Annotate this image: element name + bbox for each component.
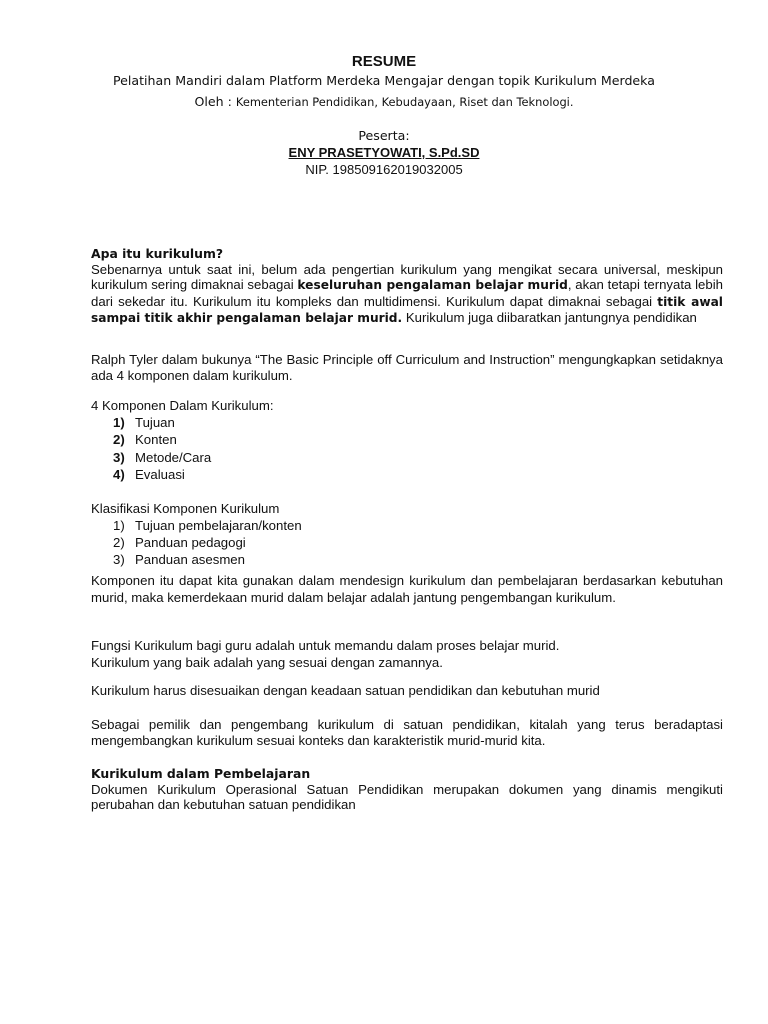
- list-item: [91, 449, 723, 467]
- list-item: [91, 466, 723, 484]
- bold-text: keseluruhan pengalaman belajar murid: [297, 278, 568, 293]
- paragraph: [91, 262, 723, 327]
- organization-name: Kementerian Pendidikan, Kebudayaan, Riset dan Teknologi.: [235, 95, 574, 109]
- section-fungsi: [91, 637, 723, 671]
- list-number: 3): [113, 552, 125, 567]
- paragraph-ralph-tyler: Ralph Tyler dalam bukunya “The Basic Principle off Curriculum and Instruction” mengungkapkan setidaknya ada 4 komponen dalam kurikulum.: [91, 352, 723, 383]
- text-run: Kurikulum juga diibaratkan jantungnya pendidikan: [402, 310, 697, 326]
- list-heading: 4 Komponen Dalam Kurikulum:: [91, 398, 274, 413]
- paragraph: Fungsi Kurikulum bagi guru adalah untuk memandu dalam proses belajar murid.: [91, 638, 560, 653]
- list-item: [91, 517, 723, 534]
- components-list: [91, 414, 723, 484]
- participant-name: ENY PRASETYOWATI, S.Pd.SD: [288, 145, 480, 160]
- section-apa-itu-kurikulum: [91, 246, 723, 327]
- section-classification: [91, 501, 723, 568]
- participant-label: Peserta:: [358, 128, 410, 143]
- list-label: Tujuan: [135, 414, 175, 430]
- section-heading: Apa itu kurikulum?: [91, 246, 224, 261]
- by-label: Oleh :: [194, 94, 232, 109]
- list-number: 1): [113, 517, 125, 533]
- paragraph-disesuaikan: Kurikulum harus disesuaikan dengan keadaan satuan pendidikan dan kebutuhan murid: [91, 683, 600, 698]
- list-label: Panduan pedagogi: [135, 534, 246, 550]
- list-label: Konten: [135, 432, 177, 448]
- list-label: Tujuan pembelajaran/konten: [135, 517, 302, 533]
- section-heading: Kurikulum dalam Pembelajaran: [91, 766, 311, 781]
- author-line: [0, 94, 768, 109]
- list-item: [91, 534, 723, 551]
- list-item: [91, 414, 723, 432]
- paragraph-pemilik: Sebagai pemilik dan pengembang kurikulum di satuan pendidikan, kitalah yang terus beradaptasi mengembangkan kurikulum sesuai konteks dan karakteristik murid-murid kita.: [91, 717, 723, 748]
- paragraph: Kurikulum yang baik adalah yang sesuai dengan zamannya.: [91, 655, 443, 670]
- text-run: Sebenarnya untuk saat ini, belum ada pengertian kurikulum yang mengikat secara universal, meskipun kurikulum sering dimaknai sebagai: [91, 261, 723, 293]
- list-label: Panduan asesmen: [135, 552, 245, 567]
- list-label: Metode/Cara: [135, 449, 212, 465]
- list-number: 2): [113, 432, 125, 448]
- text-run: , akan tetapi ternyata lebih dari sekedar itu. Kurikulum itu kompleks dan multidimensi. Kurikulum dapat dimaknai sebagai: [91, 277, 723, 309]
- list-item: [91, 431, 723, 449]
- list-number: 1): [113, 414, 125, 430]
- list-item: [91, 551, 723, 568]
- bold-text: titik awal sampai titik akhir pengalaman belajar murid.: [91, 294, 723, 326]
- section-components: [91, 398, 723, 484]
- section-kurikulum-pembelajaran: [91, 766, 723, 813]
- participant-nip: NIP. 198509162019032005: [305, 162, 463, 177]
- document-title: RESUME: [351, 53, 417, 70]
- list-number: 2): [113, 534, 125, 550]
- list-label: Evaluasi: [135, 467, 185, 483]
- document-subtitle: Pelatihan Mandiri dalam Platform Merdeka Mengajar dengan topik Kurikulum Merdeka: [113, 73, 655, 88]
- list-number: 4): [113, 467, 125, 483]
- classification-list: [91, 517, 723, 569]
- list-heading: Klasifikasi Komponen Kurikulum: [91, 501, 280, 516]
- paragraph-komponen: Komponen itu dapat kita gunakan dalam mendesign kurikulum dan pembelajaran berdasarkan kebutuhan murid, maka kemerdekaan murid dalam belajar adalah jantung pengembangan kurikulum.: [91, 573, 723, 605]
- list-number: 3): [113, 449, 125, 465]
- paragraph: Dokumen Kurikulum Operasional Satuan Pendidikan merupakan dokumen yang dinamis mengikuti perubahan dan kebutuhan satuan pendidikan: [91, 781, 723, 813]
